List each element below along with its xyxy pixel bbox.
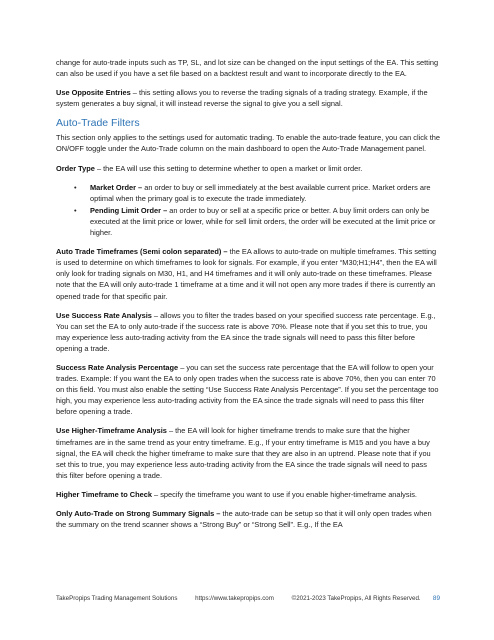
opposite-entries-text: – this setting allows you to reverse the trading signals of a trading strategy. Example, if the system generates a buy signal, it will instead reverse the signal to give you a sell signal. <box>56 88 428 109</box>
footer-company: TakePropips Trading Management Solutions <box>56 595 178 602</box>
success-rate-analysis-paragraph <box>56 310 440 354</box>
opposite-entries-paragraph <box>56 87 440 109</box>
page-content <box>56 57 440 538</box>
setting-term: Success Rate Analysis Percentage <box>56 362 179 372</box>
section-intro-text: This section only applies to the settings used for automatic trading. To enable the auto-trade feature, you can click the ON/OFF toggle under the Auto-Trade column on the main dashboard to open the Auto-Trade Management panel. <box>56 133 440 154</box>
order-type-list <box>56 182 440 238</box>
page-number: 89 <box>432 595 440 602</box>
list-item <box>56 182 440 204</box>
list-item <box>56 205 440 238</box>
setting-term: Auto Trade Timeframes (Semi colon separated) – <box>56 247 228 257</box>
setting-text: the auto-trade can be setup so that it will only open trades when the summary on the trend scanner shows a “Strong Buy” or “Strong Sell”. E.g., If the EA <box>56 509 432 530</box>
setting-text: – allows you to filter the trades based on your specified success rate percentage. E.g., You can set the EA to only auto-trade if the success rate is above 70%. Please note that if you set this to true, you may experience less auto-trading activity from the EA since the trade signals will need to pass this filter before opening a trade. <box>56 310 436 353</box>
setting-term: Use Higher-Timeframe Analysis <box>56 426 167 436</box>
intro-text: change for auto-trade inputs such as TP, SL, and lot size can be changed on the input settings of the EA. This setting can also be used if you have a set file based on a backtest result and want to incorporate directly to the EA. <box>56 58 439 79</box>
setting-term: Higher Timeframe to Check <box>56 489 152 499</box>
setting-text: the EA allows to auto-trade on multiple timeframes. This setting is used to determine on which timeframes to look for signals. For example, if you enter “M30;H1;H4”, then the EA will only look for trading signals on M30, H1, and H4 timeframes and it will only auto-trade on these timeframes. Please note that the EA will only auto-trade 1 timeframe at a time and it will not open any more trades if there is currently an opened trade for that specific pair. <box>56 247 437 301</box>
higher-timeframe-analysis-paragraph <box>56 425 440 480</box>
footer-copyright: ©2021-2023 TakePropips, All Rights Reserved. <box>291 595 421 602</box>
setting-text: – you can set the success rate percentage that the EA will follow to open your trades. Example: If you want the EA to only open trades when the success rate is above 70%, then you can enter 70 on this field. You must also enable the setting “Use Success Rate Analysis Percentage”. If you set the percentage too high, you may experience less auto-trading activity from the EA since the trade signals will need to pass this filter before opening a trade. <box>56 362 439 417</box>
higher-timeframe-check-paragraph <box>56 489 440 500</box>
list-item-term: Market Order – <box>90 182 143 192</box>
auto-trade-timeframes-paragraph <box>56 246 440 301</box>
section-heading: Auto-Trade Filters <box>56 117 140 130</box>
intro-paragraph <box>56 57 440 79</box>
strong-summary-signals-paragraph <box>56 508 440 530</box>
order-type-term: Order Type <box>56 163 95 173</box>
section-intro-paragraph <box>56 132 440 154</box>
footer-url-link[interactable]: https://www.takepropips.com <box>195 595 274 602</box>
setting-term: Only Auto-Trade on Strong Summary Signals – <box>56 509 221 518</box>
setting-term: Use Success Rate Analysis <box>56 310 152 320</box>
bullet-icon: • <box>74 205 77 215</box>
list-item-text: an order to buy or sell at a specific price or better. A buy limit orders can only be executed at the limit price or lower, while for sell limit orders, the order will be executed at the limit price or higher. <box>90 205 436 238</box>
list-item-text: an order to buy or sell immediately at the best available current price. Market orders are optimal when the primary goal is to execute the trade immediately. <box>90 182 431 203</box>
list-item-term: Pending Limit Order – <box>90 205 168 215</box>
setting-text: – specify the timeframe you want to use if you enable higher-timeframe analysis. <box>151 489 417 499</box>
bullet-icon: • <box>74 182 77 192</box>
order-type-paragraph <box>56 163 440 174</box>
setting-text: – the EA will look for higher timeframe trends to make sure that the higher timeframes are in the same trend as your entry timeframe. E.g., If your entry timeframe is M15 and you have a buy signal, the EA will check the higher timeframe to make sure that they are also in an uptrend. Please note that if you set this to true, you may experience less auto-trading activity from the EA since the trade signals will need to pass this filter before opening a trade. <box>56 426 431 480</box>
success-rate-percentage-paragraph <box>56 362 440 417</box>
order-type-text: – the EA will use this setting to determine whether to open a market or limit order. <box>94 163 363 173</box>
page-footer <box>56 595 440 602</box>
opposite-entries-term: Use Opposite Entries <box>56 88 131 98</box>
